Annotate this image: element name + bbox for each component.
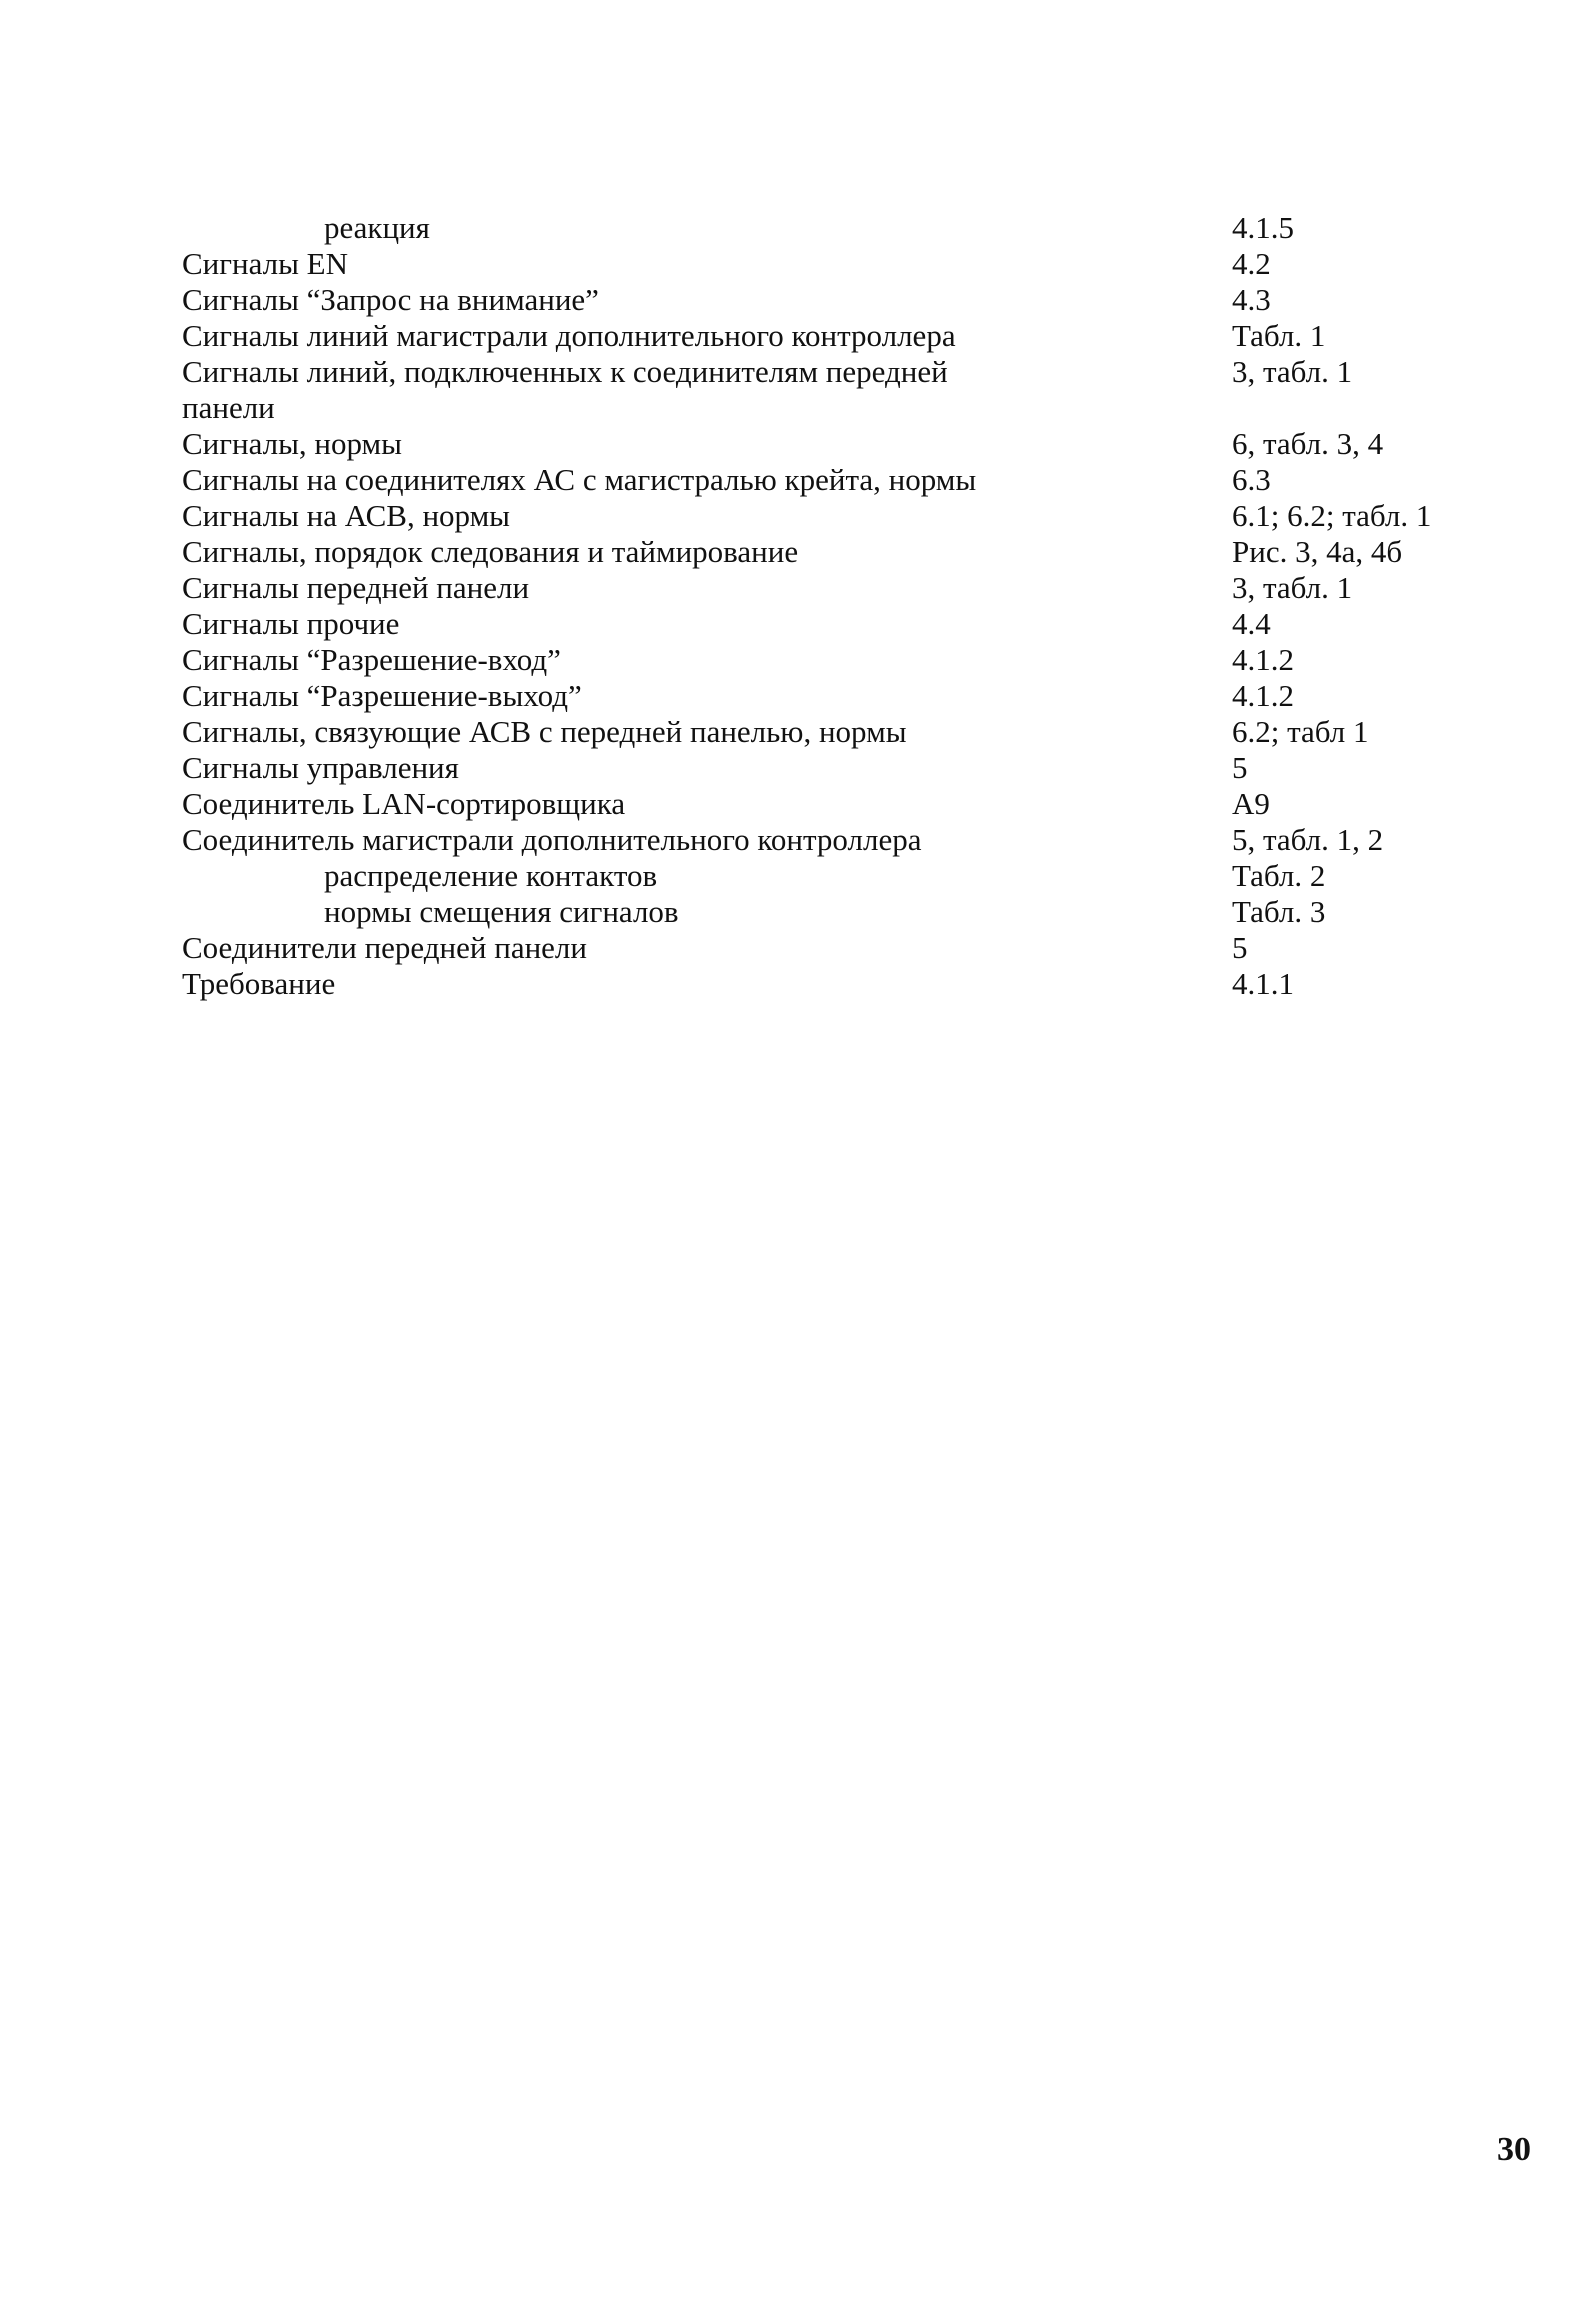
index-entry — [182, 570, 1482, 606]
index-term: Сигналы “Разрешение-вход” — [182, 642, 561, 677]
index-term: Требование — [182, 966, 336, 1001]
index-term: Сигналы на АСВ, нормы — [182, 498, 511, 533]
subject-index — [182, 210, 1482, 1002]
index-entry — [182, 246, 1482, 282]
index-entry — [182, 822, 1482, 858]
index-term: Сигналы на соединителях АС с магистралью крейта, нормы — [182, 462, 977, 497]
index-entry — [182, 498, 1482, 534]
index-reference: 6, табл. 3, 4 — [1232, 426, 1384, 461]
index-entry — [182, 282, 1482, 318]
index-reference: 4.1.2 — [1232, 678, 1294, 713]
index-reference: Табл. 2 — [1232, 858, 1326, 893]
index-reference: Табл. 1 — [1232, 318, 1326, 353]
index-reference: 4.4 — [1232, 606, 1271, 641]
index-term: Сигналы передней панели — [182, 570, 530, 605]
index-entry — [182, 786, 1482, 822]
index-term: Сигналы, связующие АСВ с передней панелью, нормы — [182, 714, 907, 749]
index-term: Соединитель LAN-сортировщика — [182, 786, 626, 821]
index-reference: 6.3 — [1232, 462, 1271, 497]
index-term: Соединитель магистрали дополнительного контроллера — [182, 822, 922, 857]
index-term: Сигналы, нормы — [182, 426, 402, 461]
index-entry — [182, 966, 1482, 1002]
index-entry — [182, 930, 1482, 966]
index-reference: Табл. 3 — [1232, 894, 1326, 929]
page-number: 30 — [1497, 2131, 1531, 2168]
index-term: Сигналы EN — [182, 246, 348, 281]
index-entry — [182, 858, 1482, 894]
index-entry — [182, 894, 1482, 930]
index-entry — [182, 714, 1482, 750]
index-reference: 3, табл. 1 — [1232, 570, 1353, 605]
index-term: Сигналы прочие — [182, 606, 400, 641]
index-term: Сигналы линий магистрали дополнительного контроллера — [182, 318, 956, 353]
index-term: Сигналы линий, подключенных к соединителям передней панели — [182, 354, 948, 425]
index-entry — [182, 354, 1482, 426]
index-entry — [182, 678, 1482, 714]
index-reference: 6.1; 6.2; табл. 1 — [1232, 498, 1432, 533]
index-reference: 5 — [1232, 750, 1248, 785]
index-term: реакция — [324, 210, 430, 245]
index-term: нормы смещения сигналов — [324, 894, 679, 929]
index-term: распределение контактов — [324, 858, 658, 893]
index-reference: 4.1.1 — [1232, 966, 1294, 1001]
index-entry — [182, 606, 1482, 642]
index-term: Сигналы “Разрешение-выход” — [182, 678, 582, 713]
index-entry — [182, 318, 1482, 354]
index-reference: 4.1.5 — [1232, 210, 1294, 245]
index-reference: 4.3 — [1232, 282, 1271, 317]
index-entry — [182, 210, 1482, 246]
index-reference: 6.2; табл 1 — [1232, 714, 1369, 749]
index-reference: Рис. 3, 4а, 4б — [1232, 534, 1403, 569]
index-term: Сигналы управления — [182, 750, 459, 785]
index-reference: 4.1.2 — [1232, 642, 1294, 677]
index-entry — [182, 534, 1482, 570]
index-entry — [182, 462, 1482, 498]
index-entry — [182, 642, 1482, 678]
index-entry — [182, 750, 1482, 786]
index-reference: 3, табл. 1 — [1232, 354, 1353, 389]
index-reference: 4.2 — [1232, 246, 1271, 281]
index-reference: 5, табл. 1, 2 — [1232, 822, 1384, 857]
index-term: Сигналы “Запрос на внимание” — [182, 282, 599, 317]
index-term: Сигналы, порядок следования и таймирование — [182, 534, 799, 569]
index-reference: А9 — [1232, 786, 1270, 821]
index-term: Соединители передней панели — [182, 930, 587, 965]
index-reference: 5 — [1232, 930, 1248, 965]
index-entry — [182, 426, 1482, 462]
